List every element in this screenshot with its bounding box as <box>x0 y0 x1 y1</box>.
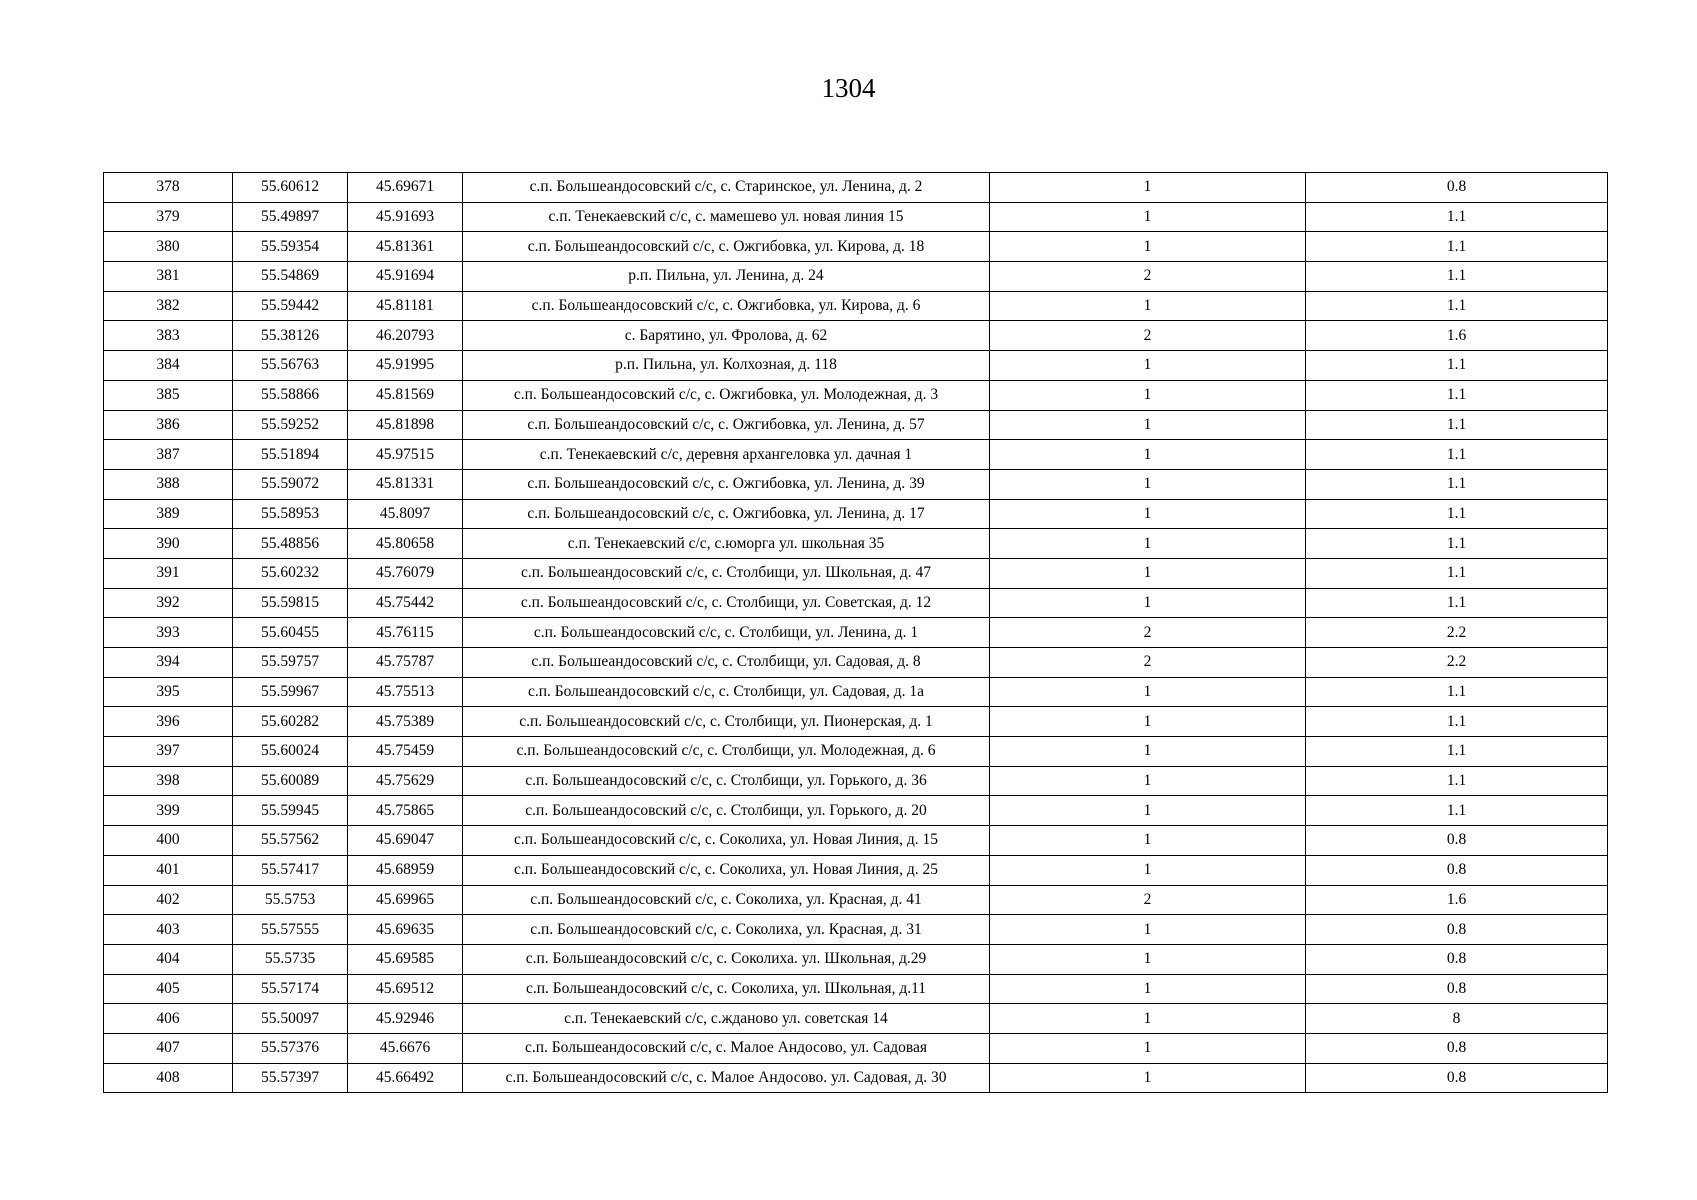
value-cell: 1.6 <box>1306 321 1608 351</box>
count-cell: 1 <box>990 826 1306 856</box>
value-cell: 0.8 <box>1306 1033 1608 1063</box>
table-row <box>104 380 1608 410</box>
address-cell: с.п. Большеандосовский с/с, с. Малое Андосово. ул. Садовая, д. 30 <box>463 1063 990 1093</box>
table-row <box>104 529 1608 559</box>
row-number-cell: 384 <box>104 351 233 381</box>
table-row <box>104 173 1608 203</box>
latitude-cell: 55.60455 <box>233 618 348 648</box>
table-row <box>104 469 1608 499</box>
table-row <box>104 1063 1608 1093</box>
count-cell: 2 <box>990 321 1306 351</box>
table-row <box>104 351 1608 381</box>
count-cell: 1 <box>990 944 1306 974</box>
longitude-cell: 45.69585 <box>348 944 463 974</box>
data-table <box>103 172 1608 1093</box>
longitude-cell: 45.81898 <box>348 410 463 440</box>
value-cell: 8 <box>1306 1004 1608 1034</box>
address-cell: с.п. Большеандосовский с/с, с. Столбищи, ул. Советская, д. 12 <box>463 588 990 618</box>
latitude-cell: 55.54869 <box>233 262 348 292</box>
row-number-cell: 388 <box>104 469 233 499</box>
count-cell: 1 <box>990 737 1306 767</box>
count-cell: 1 <box>990 915 1306 945</box>
latitude-cell: 55.38126 <box>233 321 348 351</box>
address-cell: с.п. Большеандосовский с/с, с. Старинское, ул. Ленина, д. 2 <box>463 173 990 203</box>
table-row <box>104 202 1608 232</box>
row-number-cell: 381 <box>104 262 233 292</box>
count-cell: 2 <box>990 618 1306 648</box>
value-cell: 1.1 <box>1306 796 1608 826</box>
value-cell: 1.1 <box>1306 707 1608 737</box>
count-cell: 1 <box>990 1033 1306 1063</box>
longitude-cell: 45.97515 <box>348 440 463 470</box>
longitude-cell: 45.76079 <box>348 558 463 588</box>
value-cell: 1.1 <box>1306 262 1608 292</box>
longitude-cell: 45.91995 <box>348 351 463 381</box>
table-row <box>104 737 1608 767</box>
count-cell: 1 <box>990 974 1306 1004</box>
count-cell: 2 <box>990 648 1306 678</box>
row-number-cell: 405 <box>104 974 233 1004</box>
value-cell: 1.6 <box>1306 885 1608 915</box>
value-cell: 1.1 <box>1306 410 1608 440</box>
latitude-cell: 55.60232 <box>233 558 348 588</box>
table-row <box>104 648 1608 678</box>
latitude-cell: 55.60089 <box>233 766 348 796</box>
row-number-cell: 394 <box>104 648 233 678</box>
latitude-cell: 55.56763 <box>233 351 348 381</box>
value-cell: 1.1 <box>1306 499 1608 529</box>
row-number-cell: 390 <box>104 529 233 559</box>
count-cell: 2 <box>990 262 1306 292</box>
row-number-cell: 398 <box>104 766 233 796</box>
longitude-cell: 45.75459 <box>348 737 463 767</box>
page-number: 1304 <box>821 73 876 103</box>
table-row <box>104 1033 1608 1063</box>
latitude-cell: 55.59252 <box>233 410 348 440</box>
table-row <box>104 826 1608 856</box>
latitude-cell: 55.59967 <box>233 677 348 707</box>
longitude-cell: 45.69047 <box>348 826 463 856</box>
longitude-cell: 45.91694 <box>348 262 463 292</box>
table-row <box>104 677 1608 707</box>
value-cell: 1.1 <box>1306 291 1608 321</box>
latitude-cell: 55.58866 <box>233 380 348 410</box>
value-cell: 1.1 <box>1306 588 1608 618</box>
table-row <box>104 885 1608 915</box>
value-cell: 0.8 <box>1306 915 1608 945</box>
address-cell: с.п. Большеандосовский с/с, с. Ожгибовка, ул. Ленина, д. 39 <box>463 469 990 499</box>
value-cell: 0.8 <box>1306 173 1608 203</box>
longitude-cell: 45.80658 <box>348 529 463 559</box>
row-number-cell: 403 <box>104 915 233 945</box>
longitude-cell: 45.68959 <box>348 855 463 885</box>
row-number-cell: 404 <box>104 944 233 974</box>
table-row <box>104 974 1608 1004</box>
count-cell: 1 <box>990 351 1306 381</box>
table-row <box>104 855 1608 885</box>
address-cell: с.п. Большеандосовский с/с, с. Ожгибовка, ул. Кирова, д. 6 <box>463 291 990 321</box>
row-number-cell: 378 <box>104 173 233 203</box>
value-cell: 1.1 <box>1306 380 1608 410</box>
value-cell: 2.2 <box>1306 648 1608 678</box>
count-cell: 2 <box>990 885 1306 915</box>
value-cell: 2.2 <box>1306 618 1608 648</box>
address-cell: с.п. Большеандосовский с/с, с. Столбищи, ул. Садовая, д. 1а <box>463 677 990 707</box>
latitude-cell: 55.57417 <box>233 855 348 885</box>
count-cell: 1 <box>990 1004 1306 1034</box>
table-row <box>104 440 1608 470</box>
longitude-cell: 45.69671 <box>348 173 463 203</box>
latitude-cell: 55.57397 <box>233 1063 348 1093</box>
latitude-cell: 55.59072 <box>233 469 348 499</box>
row-number-cell: 380 <box>104 232 233 262</box>
longitude-cell: 45.75513 <box>348 677 463 707</box>
row-number-cell: 396 <box>104 707 233 737</box>
latitude-cell: 55.60024 <box>233 737 348 767</box>
value-cell: 0.8 <box>1306 974 1608 1004</box>
longitude-cell: 45.91693 <box>348 202 463 232</box>
address-cell: с.п. Большеандосовский с/с, с. Столбищи, ул. Ленина, д. 1 <box>463 618 990 648</box>
latitude-cell: 55.59354 <box>233 232 348 262</box>
value-cell: 1.1 <box>1306 351 1608 381</box>
longitude-cell: 45.81361 <box>348 232 463 262</box>
longitude-cell: 45.66492 <box>348 1063 463 1093</box>
table-row <box>104 262 1608 292</box>
address-cell: с.п. Большеандосовский с/с, с. Ожгибовка, ул. Кирова, д. 18 <box>463 232 990 262</box>
address-cell: р.п. Пильна, ул. Колхозная, д. 118 <box>463 351 990 381</box>
longitude-cell: 45.75629 <box>348 766 463 796</box>
table-row <box>104 618 1608 648</box>
row-number-cell: 379 <box>104 202 233 232</box>
address-cell: с.п. Большеандосовский с/с, с. Столбищи, ул. Горького, д. 36 <box>463 766 990 796</box>
latitude-cell: 55.60282 <box>233 707 348 737</box>
row-number-cell: 391 <box>104 558 233 588</box>
row-number-cell: 383 <box>104 321 233 351</box>
value-cell: 0.8 <box>1306 1063 1608 1093</box>
latitude-cell: 55.50097 <box>233 1004 348 1034</box>
table-row <box>104 707 1608 737</box>
longitude-cell: 45.81569 <box>348 380 463 410</box>
address-cell: с.п. Большеандосовский с/с, с. Ожгибовка, ул. Молодежная, д. 3 <box>463 380 990 410</box>
row-number-cell: 386 <box>104 410 233 440</box>
latitude-cell: 55.5753 <box>233 885 348 915</box>
count-cell: 1 <box>990 499 1306 529</box>
address-cell: с.п. Большеандосовский с/с, с. Столбищи, ул. Горького, д. 20 <box>463 796 990 826</box>
longitude-cell: 45.8097 <box>348 499 463 529</box>
latitude-cell: 55.59757 <box>233 648 348 678</box>
longitude-cell: 46.20793 <box>348 321 463 351</box>
address-cell: с.п. Большеандосовский с/с, с. Столбищи, ул. Школьная, д. 47 <box>463 558 990 588</box>
address-cell: с.п. Большеандосовский с/с, с. Соколиха, ул. Новая Линия, д. 15 <box>463 826 990 856</box>
count-cell: 1 <box>990 707 1306 737</box>
address-cell: с.п. Большеандосовский с/с, с. Соколиха, ул. Красная, д. 41 <box>463 885 990 915</box>
count-cell: 1 <box>990 677 1306 707</box>
count-cell: 1 <box>990 291 1306 321</box>
count-cell: 1 <box>990 588 1306 618</box>
table-row <box>104 558 1608 588</box>
row-number-cell: 408 <box>104 1063 233 1093</box>
table-row <box>104 915 1608 945</box>
latitude-cell: 55.58953 <box>233 499 348 529</box>
count-cell: 1 <box>990 766 1306 796</box>
count-cell: 1 <box>990 796 1306 826</box>
row-number-cell: 402 <box>104 885 233 915</box>
address-cell: с.п. Тенекаевский с/с, с.юморга ул. школьная 35 <box>463 529 990 559</box>
count-cell: 1 <box>990 410 1306 440</box>
address-cell: с.п. Большеандосовский с/с, с. Соколиха, ул. Школьная, д.11 <box>463 974 990 1004</box>
count-cell: 1 <box>990 855 1306 885</box>
address-cell: с.п. Большеандосовский с/с, с. Ожгибовка, ул. Ленина, д. 17 <box>463 499 990 529</box>
table-row <box>104 232 1608 262</box>
longitude-cell: 45.75865 <box>348 796 463 826</box>
longitude-cell: 45.69965 <box>348 885 463 915</box>
value-cell: 1.1 <box>1306 766 1608 796</box>
count-cell: 1 <box>990 558 1306 588</box>
latitude-cell: 55.57562 <box>233 826 348 856</box>
row-number-cell: 399 <box>104 796 233 826</box>
row-number-cell: 387 <box>104 440 233 470</box>
count-cell: 1 <box>990 529 1306 559</box>
row-number-cell: 406 <box>104 1004 233 1034</box>
value-cell: 1.1 <box>1306 558 1608 588</box>
longitude-cell: 45.69635 <box>348 915 463 945</box>
table-row <box>104 796 1608 826</box>
longitude-cell: 45.81181 <box>348 291 463 321</box>
count-cell: 1 <box>990 173 1306 203</box>
longitude-cell: 45.92946 <box>348 1004 463 1034</box>
value-cell: 0.8 <box>1306 944 1608 974</box>
table-row <box>104 766 1608 796</box>
address-cell: с.п. Большеандосовский с/с, с. Соколиха, ул. Новая Линия, д. 25 <box>463 855 990 885</box>
latitude-cell: 55.5735 <box>233 944 348 974</box>
value-cell: 1.1 <box>1306 469 1608 499</box>
table-row <box>104 410 1608 440</box>
table-row <box>104 944 1608 974</box>
count-cell: 1 <box>990 380 1306 410</box>
longitude-cell: 45.75389 <box>348 707 463 737</box>
latitude-cell: 55.57376 <box>233 1033 348 1063</box>
longitude-cell: 45.76115 <box>348 618 463 648</box>
value-cell: 1.1 <box>1306 529 1608 559</box>
count-cell: 1 <box>990 469 1306 499</box>
address-cell: с.п. Большеандосовский с/с, с. Столбищи, ул. Садовая, д. 8 <box>463 648 990 678</box>
value-cell: 1.1 <box>1306 737 1608 767</box>
address-cell: с.п. Большеандосовский с/с, с. Малое Андосово, ул. Садовая <box>463 1033 990 1063</box>
longitude-cell: 45.6676 <box>348 1033 463 1063</box>
value-cell: 0.8 <box>1306 855 1608 885</box>
row-number-cell: 407 <box>104 1033 233 1063</box>
latitude-cell: 55.49897 <box>233 202 348 232</box>
table-row <box>104 588 1608 618</box>
longitude-cell: 45.81331 <box>348 469 463 499</box>
row-number-cell: 401 <box>104 855 233 885</box>
row-number-cell: 392 <box>104 588 233 618</box>
address-cell: с.п. Большеандосовский с/с, с. Столбищи, ул. Пионерская, д. 1 <box>463 707 990 737</box>
latitude-cell: 55.51894 <box>233 440 348 470</box>
value-cell: 1.1 <box>1306 202 1608 232</box>
row-number-cell: 389 <box>104 499 233 529</box>
count-cell: 1 <box>990 1063 1306 1093</box>
count-cell: 1 <box>990 440 1306 470</box>
count-cell: 1 <box>990 232 1306 262</box>
table-row <box>104 291 1608 321</box>
table-row <box>104 321 1608 351</box>
value-cell: 1.1 <box>1306 677 1608 707</box>
longitude-cell: 45.75442 <box>348 588 463 618</box>
table-row <box>104 499 1608 529</box>
address-cell: с.п. Тенекаевский с/с, с. мамешево ул. новая линия 15 <box>463 202 990 232</box>
latitude-cell: 55.48856 <box>233 529 348 559</box>
address-cell: с.п. Большеандосовский с/с, с. Соколиха. ул. Школьная, д.29 <box>463 944 990 974</box>
address-cell: с.п. Большеандосовский с/с, с. Соколиха, ул. Красная, д. 31 <box>463 915 990 945</box>
row-number-cell: 397 <box>104 737 233 767</box>
table-body <box>104 173 1608 1093</box>
row-number-cell: 400 <box>104 826 233 856</box>
count-cell: 1 <box>990 202 1306 232</box>
row-number-cell: 382 <box>104 291 233 321</box>
latitude-cell: 55.59945 <box>233 796 348 826</box>
value-cell: 1.1 <box>1306 440 1608 470</box>
row-number-cell: 385 <box>104 380 233 410</box>
row-number-cell: 395 <box>104 677 233 707</box>
address-cell: с.п. Большеандосовский с/с, с. Ожгибовка, ул. Ленина, д. 57 <box>463 410 990 440</box>
address-cell: с.п. Большеандосовский с/с, с. Столбищи, ул. Молодежная, д. 6 <box>463 737 990 767</box>
address-cell: р.п. Пильна, ул. Ленина, д. 24 <box>463 262 990 292</box>
longitude-cell: 45.69512 <box>348 974 463 1004</box>
latitude-cell: 55.57174 <box>233 974 348 1004</box>
latitude-cell: 55.59442 <box>233 291 348 321</box>
value-cell: 1.1 <box>1306 232 1608 262</box>
address-cell: с.п. Тенекаевский с/с, деревня архангеловка ул. дачная 1 <box>463 440 990 470</box>
latitude-cell: 55.59815 <box>233 588 348 618</box>
latitude-cell: 55.57555 <box>233 915 348 945</box>
value-cell: 0.8 <box>1306 826 1608 856</box>
longitude-cell: 45.75787 <box>348 648 463 678</box>
latitude-cell: 55.60612 <box>233 173 348 203</box>
table-row <box>104 1004 1608 1034</box>
address-cell: с. Барятино, ул. Фролова, д. 62 <box>463 321 990 351</box>
row-number-cell: 393 <box>104 618 233 648</box>
address-cell: с.п. Тенекаевский с/с, с.жданово ул. советская 14 <box>463 1004 990 1034</box>
